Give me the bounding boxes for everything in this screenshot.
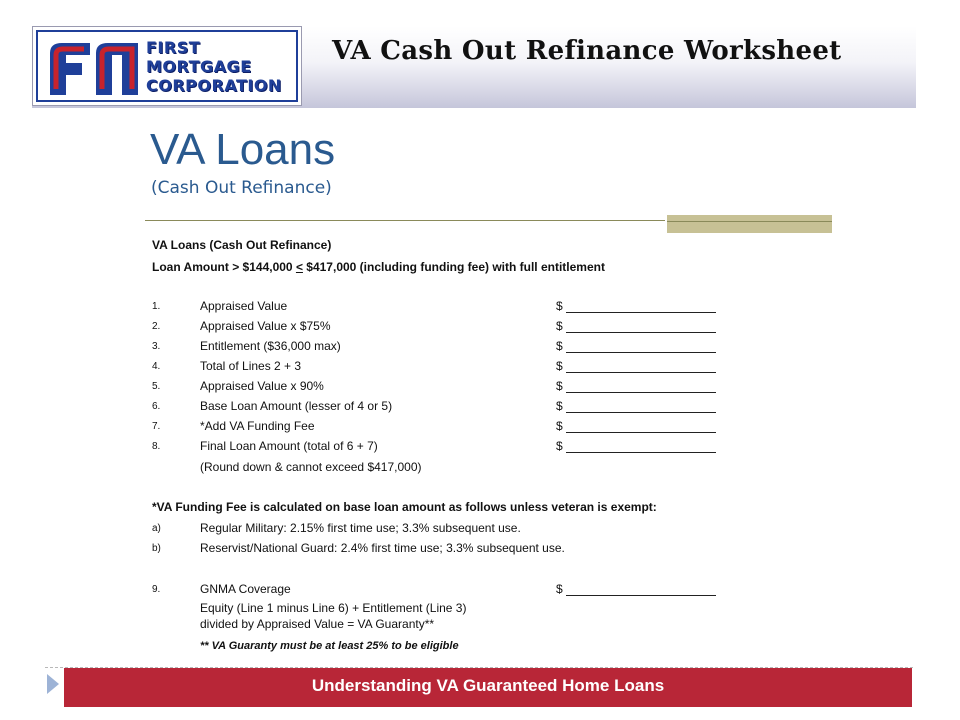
amount-blank[interactable] [566, 452, 716, 453]
logo-frame [36, 30, 298, 102]
amount-blank[interactable] [566, 432, 716, 433]
line-9-formula-1: Equity (Line 1 minus Line 6) + Entitlement (Line 3) [200, 601, 467, 615]
footer-banner: Understanding VA Guaranteed Home Loans [64, 668, 912, 707]
line-number: 1. [152, 301, 161, 312]
line-8-note: (Round down & cannot exceed $417,000) [200, 460, 422, 474]
line-label: *Add VA Funding Fee [200, 419, 315, 433]
slide-header [32, 26, 916, 108]
document-subtitle: (Cash Out Refinance) [151, 178, 332, 198]
logo-line-2: MORTGAGE [146, 57, 252, 76]
fee-item-letter: b) [152, 543, 161, 554]
dollar-sign: $ [556, 439, 563, 453]
dollar-sign: $ [556, 339, 563, 353]
dollar-sign: $ [556, 379, 563, 393]
logo-line-1: FIRST [146, 38, 201, 57]
line-number: 4. [152, 361, 161, 372]
fee-item-letter: a) [152, 523, 161, 534]
dollar-sign: $ [556, 582, 563, 596]
line-label: Final Loan Amount (total of 6 + 7) [200, 439, 378, 453]
amount-blank[interactable] [566, 332, 716, 333]
guaranty-eligibility-note: ** VA Guaranty must be at least 25% to be eligible [200, 640, 459, 652]
line-number: 7. [152, 421, 161, 432]
loan-amount-range [152, 260, 605, 274]
range-text-start: Loan Amount > $144,000 [152, 260, 296, 274]
line-number: 2. [152, 321, 161, 332]
amount-blank[interactable] [566, 372, 716, 373]
logo-line-3: CORPORATION [146, 76, 282, 95]
line-label: Entitlement ($36,000 max) [200, 339, 341, 353]
line-number: 3. [152, 341, 161, 352]
line-label: Appraised Value [200, 299, 288, 313]
line-number: 9. [152, 584, 161, 595]
fee-item-label: Reservist/National Guard: 2.4% first time use; 3.3% subsequent use. [200, 541, 565, 555]
dollar-sign: $ [556, 319, 563, 333]
logo-wordmark [146, 38, 282, 95]
heading-rule [145, 220, 665, 221]
triangle-bullet-icon [46, 673, 60, 695]
amount-blank[interactable] [566, 595, 716, 596]
line-number: 8. [152, 441, 161, 452]
line-label: Base Loan Amount (lesser of 4 or 5) [200, 399, 393, 413]
dollar-sign: $ [556, 399, 563, 413]
heading-rule-band [667, 215, 832, 233]
worksheet-title: VA Loans (Cash Out Refinance) [152, 238, 332, 252]
line-number: 5. [152, 381, 161, 392]
line-9-formula-2: divided by Appraised Value = VA Guaranty** [200, 617, 435, 631]
line-label: Total of Lines 2 + 3 [200, 359, 302, 373]
funding-fee-title: *VA Funding Fee is calculated on base loan amount as follows unless veteran is exempt: [152, 500, 657, 514]
company-logo [32, 26, 302, 106]
line-number: 6. [152, 401, 161, 412]
range-text-end: $417,000 (including funding fee) with full entitlement [302, 260, 605, 274]
f1-logo-icon [46, 39, 142, 97]
dollar-sign: $ [556, 299, 563, 313]
dollar-sign: $ [556, 359, 563, 373]
amount-blank[interactable] [566, 412, 716, 413]
line-label: Appraised Value x $75% [200, 319, 331, 333]
fee-item-label: Regular Military: 2.15% first time use; 3.3% subsequent use. [200, 521, 521, 535]
document-title: VA Loans [150, 125, 336, 174]
amount-blank[interactable] [566, 352, 716, 353]
range-less-equal: < [295, 260, 303, 274]
slide-title: VA Cash Out Refinance Worksheet [332, 36, 842, 66]
amount-blank[interactable] [566, 392, 716, 393]
amount-blank[interactable] [566, 312, 716, 313]
line-label: GNMA Coverage [200, 582, 291, 596]
dollar-sign: $ [556, 419, 563, 433]
heading-rule-band-line [667, 221, 832, 222]
line-label: Appraised Value x 90% [200, 379, 324, 393]
